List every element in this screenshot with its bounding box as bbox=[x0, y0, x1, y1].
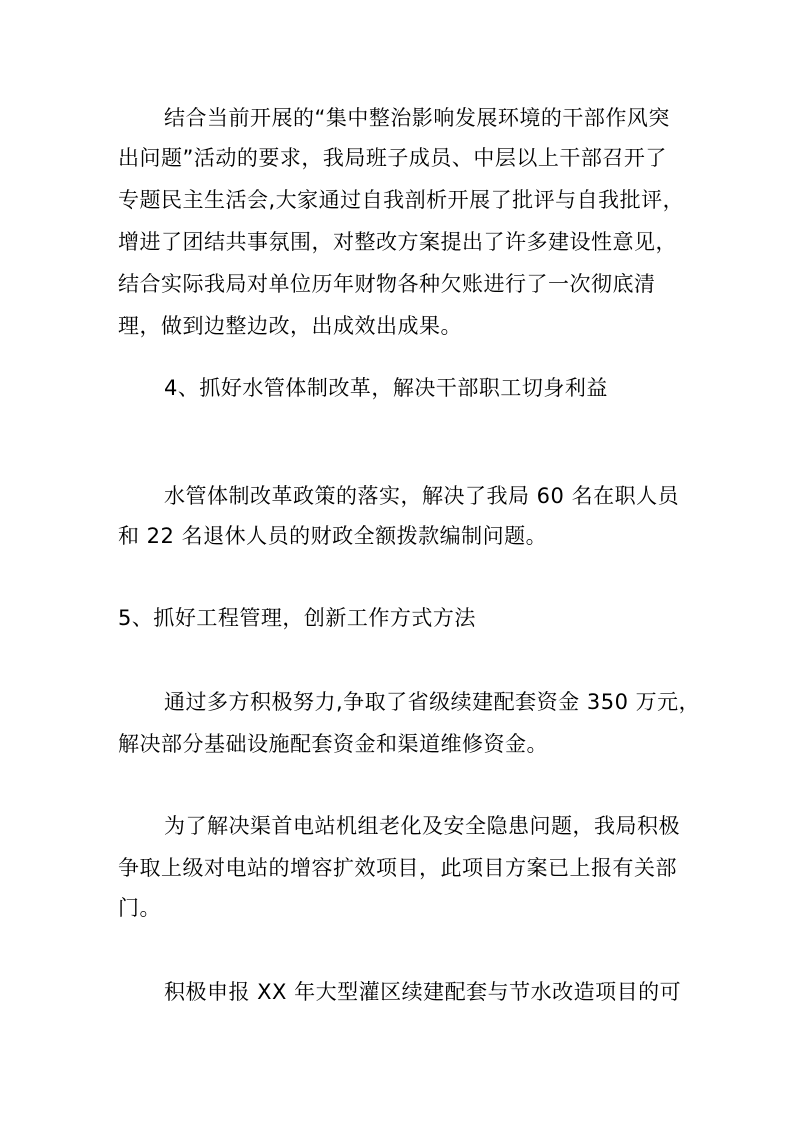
section-heading-5: 5、抓好工程管理，创新工作方式方法 bbox=[118, 606, 476, 630]
paragraph-3-line-1: 通过多方积极努力,争取了省级续建配套资金 350 万元， bbox=[164, 690, 701, 714]
paragraph-2-line-2: 和 22 名退休人员的财政全额拨款编制问题。 bbox=[118, 524, 548, 548]
paragraph-1-line-3: 专题民主生活会,大家通过自我剖析开展了批评与自我批评， bbox=[118, 188, 685, 212]
paragraph-1-line-6: 理，做到边整边改，出成效出成果。 bbox=[118, 314, 462, 338]
paragraph-4-line-1: 为了解决渠首电站机组老化及安全隐患问题，我局积极 bbox=[164, 814, 680, 838]
paragraph-3-line-2: 解决部分基础设施配套资金和渠道维修资金。 bbox=[118, 732, 548, 756]
paragraph-1-line-4: 增进了团结共事氛围，对整改方案提出了许多建设性意见， bbox=[118, 230, 677, 254]
section-heading-4: 4、抓好水管体制改革，解决干部职工切身利益 bbox=[164, 376, 608, 400]
paragraph-2-line-1: 水管体制改革政策的落实，解决了我局 60 名在职人员 bbox=[164, 484, 680, 508]
paragraph-4-line-3: 门。 bbox=[118, 896, 161, 920]
paragraph-5-line-1: 积极申报 XX 年大型灌区续建配套与节水改造项目的可 bbox=[164, 980, 682, 1004]
paragraph-1-line-1: 结合当前开展的“集中整治影响发展环境的干部作风突 bbox=[164, 106, 670, 130]
paragraph-1-line-2: 出问题”活动的要求，我局班子成员、中层以上干部召开了 bbox=[118, 146, 667, 170]
paragraph-1-line-5: 结合实际我局对单位历年财物各种欠账进行了一次彻底清 bbox=[118, 272, 656, 296]
paragraph-4-line-2: 争取上级对电站的增容扩效项目，此项目方案已上报有关部 bbox=[118, 856, 677, 880]
